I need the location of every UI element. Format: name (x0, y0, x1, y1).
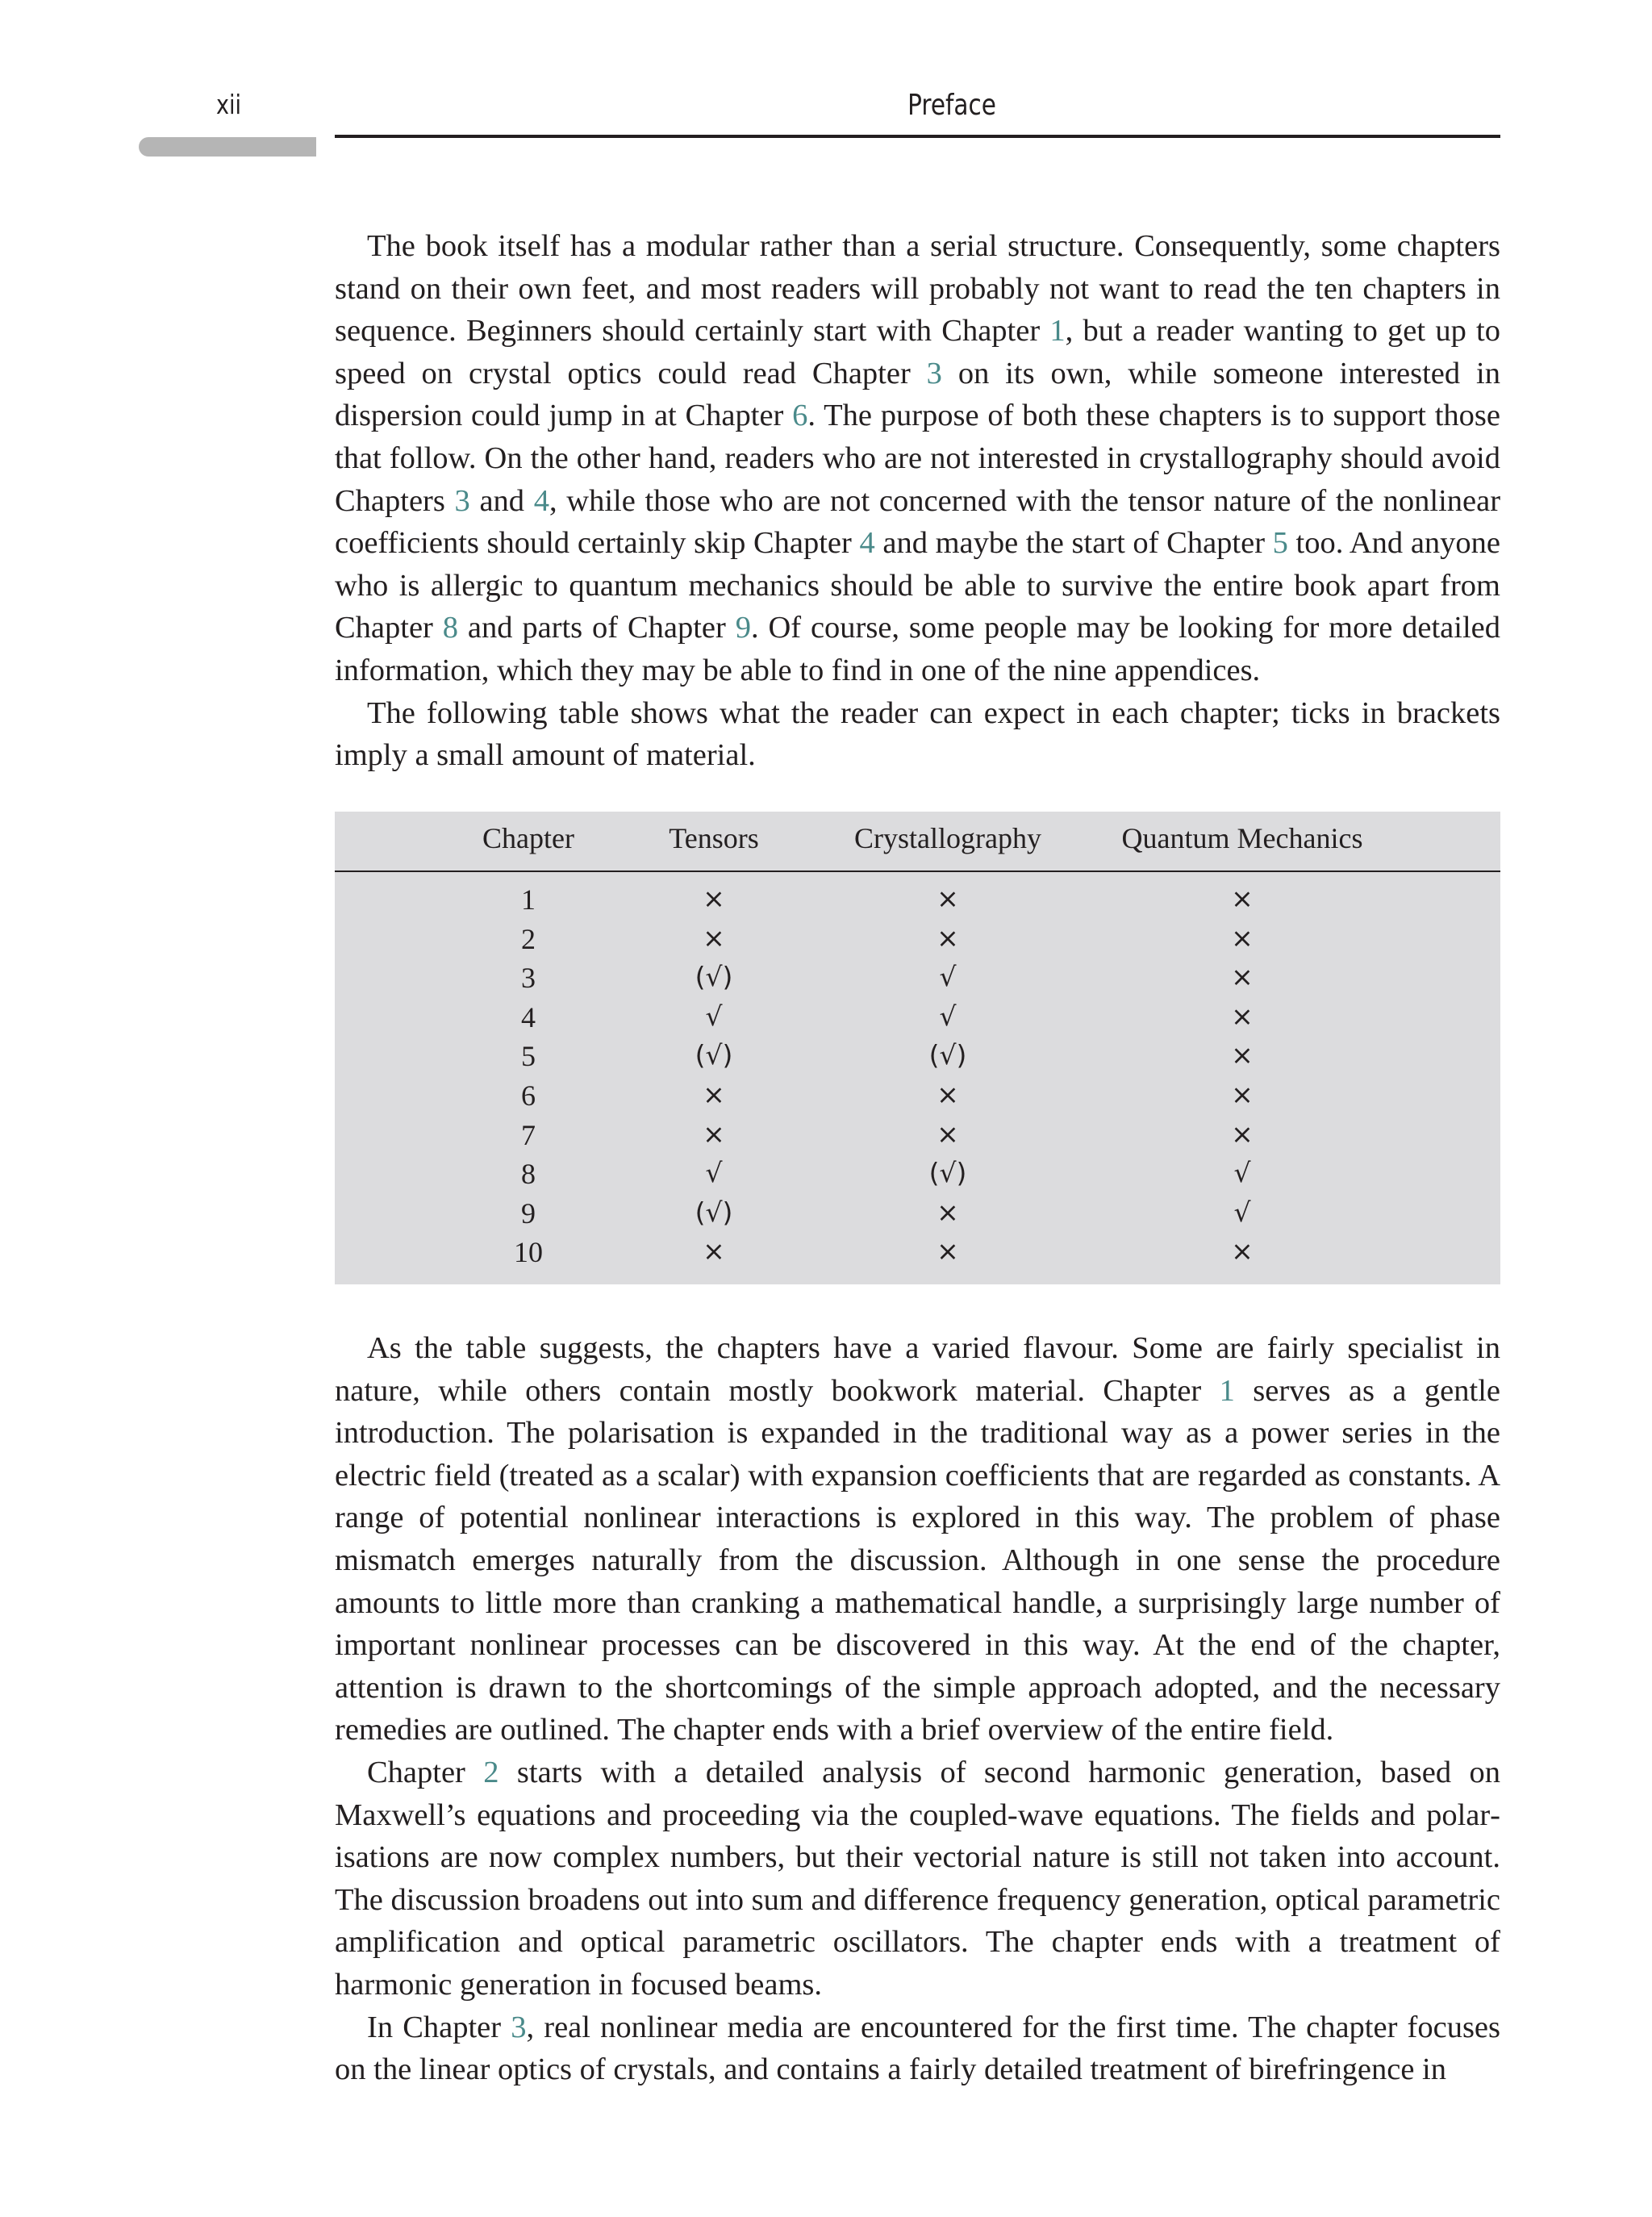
text-run: on its own, while someone interested in dispersion could jump in at Chapter (335, 356, 1500, 433)
text-run: The book itself has a modular rather than a serial structure. Consequently, some chapters stand on their own feet, and most readers will probably not want to read the ten chapters in sequence. Beginners should certainly start with Chapter (335, 229, 1500, 349)
table-cell-crystallography: × (937, 1117, 959, 1150)
table-cell-tensors: √ (705, 1000, 723, 1032)
text-run: Chapter (367, 1755, 484, 1789)
chapter-link-5[interactable]: 5 (1272, 526, 1288, 561)
table-cell-tensors: × (703, 921, 725, 954)
table-cell-crystallography: × (937, 1196, 959, 1228)
table-header-crystallography: Crystallography (854, 822, 1041, 854)
table-cell-tensors: × (703, 1235, 725, 1267)
table-header-rule (335, 871, 1500, 872)
table-cell-chapter: 7 (521, 1118, 536, 1151)
page-number: xii (216, 89, 242, 120)
chapter-link-3[interactable]: 3 (926, 356, 942, 390)
chapter-link-1[interactable]: 1 (1219, 1373, 1235, 1408)
table-cell-crystallography: × (937, 1079, 959, 1110)
text-run: , real nonlinear media are encountered for the first time. The chapter focuses on the linear optics of crystals, and contains a fairly detailed treatment of birefringence in (335, 2010, 1500, 2087)
body-text-upper (335, 225, 1500, 777)
table-cell-tensors: √ (705, 1157, 723, 1189)
chapter-link-3[interactable]: 3 (511, 2010, 527, 2044)
paragraph-table-intro: The following table shows what the reader can expect in each chapter; ticks in brackets imply a small amount of material. (335, 695, 1500, 773)
paragraph-modular-structure (335, 225, 1500, 692)
table-cell-crystallography: × (937, 1235, 959, 1267)
text-run: As the table suggests, the chapters have a varied flavour. Some are fairly specialist in nature, while others contain mostly bookwork material. Chapter (335, 1331, 1500, 1408)
table-header-tensors: Tensors (669, 822, 759, 854)
running-title: Preface (907, 89, 996, 122)
table-cell-crystallography: √ (939, 961, 957, 993)
text-run: In Chapter (367, 2010, 511, 2044)
text-run: too. And anyone who is allergic to quantum mechanics should be able to survive the entire book apart from Chapter (335, 526, 1500, 645)
table-cell-crystallography: × (937, 921, 959, 954)
table-cell-tensors: (√) (695, 1196, 733, 1228)
table-cell-tensors: (√) (695, 1039, 733, 1071)
chapter-link-2[interactable]: 2 (483, 1755, 499, 1789)
table-cell-chapter: 2 (521, 922, 536, 955)
text-run: , while those who are not concerned with the tensor nature of the nonlinear coefficients should certainly skip Chapter (335, 483, 1501, 561)
table-header-chapter: Chapter (482, 822, 574, 854)
table-cell-quantum-mechanics: × (1231, 1117, 1254, 1150)
table-cell-crystallography: √ (939, 1000, 957, 1032)
chapter-link-9[interactable]: 9 (735, 611, 751, 645)
chapter-link-1[interactable]: 1 (1049, 314, 1066, 349)
table-cell-chapter: 9 (521, 1196, 536, 1230)
table-cell-quantum-mechanics: × (1231, 1039, 1254, 1071)
table-cell-quantum-mechanics: × (1231, 1235, 1254, 1267)
paragraph-chapter-flavour (335, 1327, 1500, 1751)
text-run: and (469, 483, 534, 518)
table-cell-chapter: 4 (521, 1000, 536, 1033)
chapter-link-4[interactable]: 4 (859, 526, 875, 561)
table-cell-chapter: 8 (521, 1158, 536, 1191)
table-header-quantum-mechanics: Quantum Mechanics (1121, 822, 1363, 854)
table-cell-chapter: 3 (521, 962, 536, 995)
table-cell-quantum-mechanics: × (1231, 921, 1254, 954)
header-rule (335, 135, 1500, 138)
paragraph-chapter-2 (335, 1751, 1500, 2006)
table-cell-crystallography: × (937, 883, 959, 914)
table-cell-chapter: 5 (521, 1040, 536, 1073)
table-cell-tensors: × (703, 883, 725, 914)
chapter-link-6[interactable]: 6 (792, 399, 808, 433)
table-cell-quantum-mechanics: × (1231, 883, 1254, 914)
table-cell-chapter: 1 (521, 883, 536, 916)
text-run: serves as a gentle introduction. The polarisation is expanded in the traditional way as a power series in the electric field (treated as a scalar) with expansion coefficients that are regarded as constants. A range of potential nonlinear interactions is explored in this way. The problem of phase mismatch emerges naturally from the discussion. Although in one sense the procedure amounts to little more than cranking a mathematical handle, a surprisingly large number of important nonlinear processes can be discovered in this way. At the end of the chapter, attention is drawn to the shortcomings of the simple approach adopted, and the necessary remedies are outlined. The chapter ends with a brief overview of the entire field. (335, 1373, 1500, 1747)
table-cell-chapter: 10 (514, 1236, 543, 1269)
chapter-content-table (335, 812, 1500, 1284)
body-text-lower (335, 1327, 1500, 2091)
text-run: and parts of Chapter (458, 611, 736, 645)
table-cell-crystallography: (√) (928, 1157, 967, 1189)
table-cell-quantum-mechanics: √ (1233, 1196, 1251, 1228)
text-run: starts with a detailed analysis of second harmonic generation, based on Maxwell’s equations and proceeding via the coupled-wave equations. The fields and polarisations are now complex numbers, but their vectorial nature is still not taken into account. The discussion broadens out into sum and difference frequency generation, optical parametric amplification and optical parametric oscillators. The chapter ends with a treatment of harmonic generation in focused beams. (335, 1755, 1501, 2002)
text-run: and maybe the start of Chapter (874, 526, 1273, 561)
chapter-link-3[interactable]: 3 (454, 483, 470, 518)
table-cell-quantum-mechanics: × (1231, 961, 1254, 993)
table-cell-quantum-mechanics: √ (1233, 1157, 1251, 1189)
margin-tab-marker (139, 137, 316, 157)
paragraph-chapter-3 (335, 2006, 1500, 2091)
chapter-link-4[interactable]: 4 (533, 483, 549, 518)
text-run: . The purpose of both these chapters is to support those that follow. On the other hand, readers who are not interested in crystallography should avoid Chapters (335, 399, 1500, 518)
table-cell-crystallography: (√) (928, 1039, 967, 1071)
running-head (0, 87, 1652, 136)
table-cell-tensors: × (703, 1079, 725, 1110)
table-cell-chapter: 6 (521, 1079, 536, 1112)
table-cell-tensors: (√) (695, 961, 733, 993)
table-cell-quantum-mechanics: × (1231, 1079, 1254, 1110)
chapter-link-8[interactable]: 8 (442, 611, 458, 645)
table-cell-quantum-mechanics: × (1231, 1000, 1254, 1032)
table-cell-tensors: × (703, 1117, 725, 1150)
text-run: . Of course, some people may be looking for more detailed information, which they may be able to find in one of the nine appendices. (335, 611, 1501, 687)
text-run: , but a reader wanting to get up to speed on crystal optics could read Chapter (335, 314, 1501, 390)
